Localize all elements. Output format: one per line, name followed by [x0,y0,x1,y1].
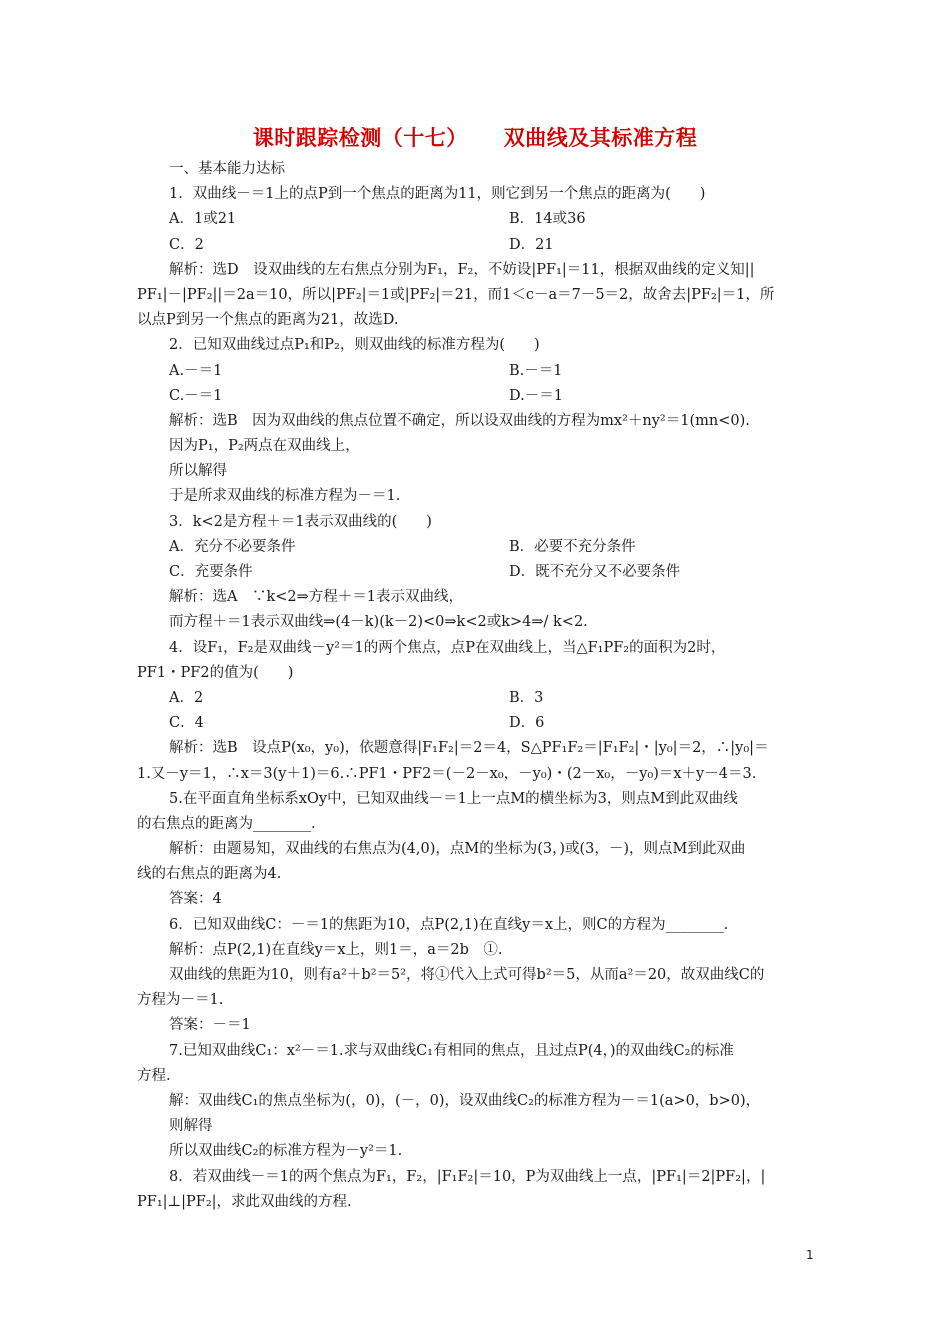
text-line: 方程. [137,1067,171,1084]
text-line: 8．若双曲线－＝1的两个焦点为F₁，F₂，|F₁F₂|＝10，P为双曲线上一点，|PF₁|＝2|PF₂|，| [169,1168,766,1185]
option-left: A．1或21 [169,211,237,228]
text-line: 方程为－＝1. [137,992,224,1009]
text-line: 以点P到另一个焦点的距离为21，故选D. [137,312,399,329]
title-right: 双曲线及其标准方程 [503,126,698,150]
option-left: C.－＝1 [169,387,223,404]
text-line: 所以解得 [169,463,227,480]
text-line: 则解得 [169,1118,213,1135]
text-line: 双曲线的焦距为10，则有a²＋b²＝5²，将①代入上式可得b²＝5，从而a²＝20，故双曲线C的 [169,967,765,983]
option-right: D．21 [509,236,554,253]
text-line: 答案：－＝1 [169,1017,251,1034]
text-line: 解析：由题易知，双曲线的右焦点为(4,0)，点M的坐标为(3，)或(3，－)，则点M到此双曲 [169,841,746,858]
option-right: D．既不充分又不必要条件 [509,564,681,580]
answer-options-row [137,384,817,409]
text-line: PF₁|⊥|PF₂|，求此双曲线的方程. [137,1193,352,1210]
option-right: D.－＝1 [509,387,563,404]
page-number: 1 [806,1248,814,1262]
text-line: 1.又－y＝1，∴x＝3(y＋1)＝6.∴PF1・PF2＝(－2－x₀，－y₀)・(2－x₀，－y₀)＝x＋y－4＝3. [137,765,757,782]
text-line: 解：双曲线C₁的焦点坐标为(，0)，(－，0)，设双曲线C₂的标准方程为－＝1(a>0，b>0)， [169,1092,761,1109]
option-left: A．充分不必要条件 [169,538,296,555]
text-line: 于是所求双曲线的标准方程为－＝1. [169,488,401,505]
text-line: PF₁|－|PF₂||＝2a＝10，所以|PF₂|＝1或|PF₂|＝21，而1＜c－a＝7－5＝2，故舍去|PF₂|＝1，所 [137,286,775,303]
text-line: 答案：4 [169,891,222,908]
text-line: 线的右焦点的距离为4. [137,866,282,883]
text-line: 而方程＋＝1表示双曲线⇒(4－k)(k－2)<0⇒k<2或k>4⇒/ k<2. [169,614,588,631]
answer-options-row [137,233,817,258]
option-right: B．必要不充分条件 [509,538,636,555]
text-line: 6．已知双曲线C：－＝1的焦距为10，点P(2,1)在直线y＝x上，则C的方程为________. [169,916,729,933]
text-line: 4．设F₁，F₂是双曲线－y²＝1的两个焦点，点P在双曲线上，当△F₁PF₂的面积为2时， [169,639,726,656]
text-line: 解析：选B 因为双曲线的焦点位置不确定，所以设双曲线的方程为mx²＋ny²＝1(mn<0). [169,412,750,429]
answer-options-row [137,560,817,585]
option-left: C．2 [169,236,204,253]
option-right: D．6 [509,715,545,732]
option-right: B．14或36 [509,211,586,228]
text-line: 1．双曲线－＝1上的点P到一个焦点的距离为11，则它到另一个焦点的距离为( ) [169,186,706,203]
option-right: B.－＝1 [509,362,563,379]
option-right: B．3 [509,689,544,706]
answer-options-row [137,535,817,560]
text-line: 2．已知双曲线过点P₁和P₂，则双曲线的标准方程为( ) [169,337,540,354]
answer-options-row [137,207,817,232]
text-line: 解析：选A ∵k<2⇒方程＋＝1表示双曲线， [169,589,464,606]
text-line: 的右焦点的距离为________. [137,815,316,832]
text-line: 解析：点P(2,1)在直线y＝x上，则1＝，a＝2b ①. [169,941,503,958]
option-left: C．4 [169,715,204,732]
option-left: C．充要条件 [169,564,253,580]
text-line: 7.已知双曲线C₁：x²－＝1.求与双曲线C₁有相同的焦点，且过点P(4，)的双曲线C₂的标准 [169,1042,734,1059]
answer-options-row [137,686,817,711]
text-line: 5.在平面直角坐标系xOy中，已知双曲线－＝1上一点M的横坐标为3，则点M到此双曲线 [169,790,738,807]
text-line: 所以双曲线C₂的标准方程为－y²＝1. [169,1143,403,1160]
text-line: 解析：选B 设点P(x₀，y₀)，依题意得|F₁F₂|＝2＝4，S△PF₁F₂＝|F₁F₂|・|y₀|＝2，∴|y₀|＝ [169,740,769,757]
option-left: A．2 [169,689,204,706]
text-line: 解析：选D 设双曲线的左右焦点分别为F₁，F₂，不妨设|PF₁|＝11，根据双曲线的定义知|| [169,261,755,278]
answer-options-row [137,711,817,736]
text-line: 因为P₁，P₂两点在双曲线上， [169,438,360,455]
text-line: 一、基本能力达标 [169,161,285,177]
page-title [0,122,950,152]
answer-options-row [137,359,817,384]
text-line: 3．k<2是方程＋＝1表示双曲线的( ) [169,513,432,530]
text-line: PF1・PF2的值为( ) [137,664,294,681]
option-left: A.－＝1 [169,362,223,379]
title-left: 课时跟踪检测（十七） [252,126,468,150]
document-body [137,157,817,1215]
